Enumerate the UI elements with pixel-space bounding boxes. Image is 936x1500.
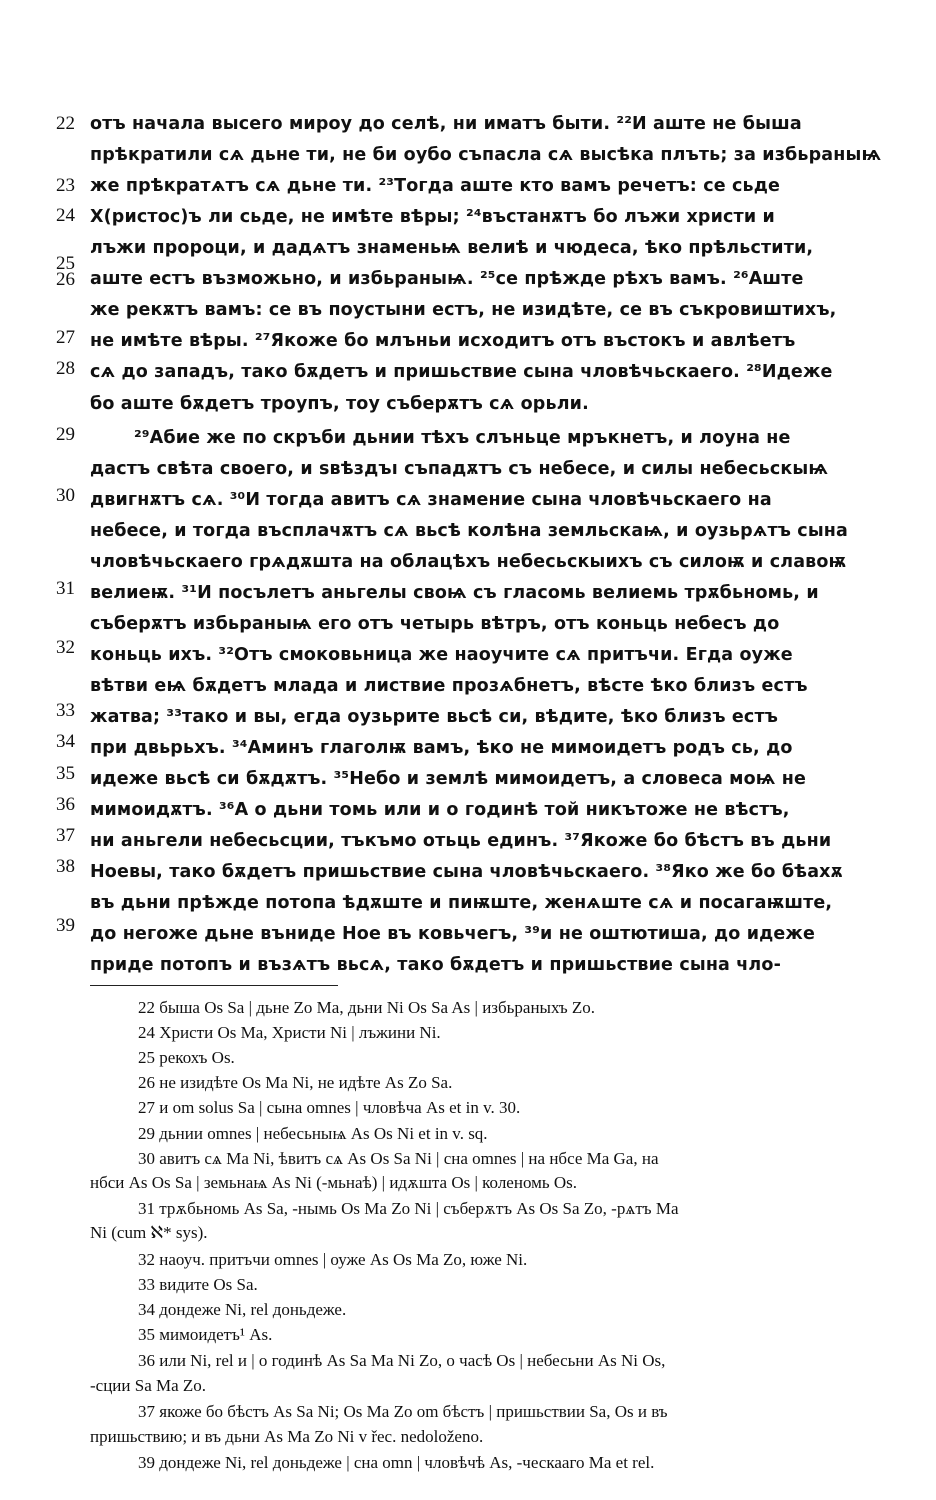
text-line: отъ начала высего мироу до селѣ, ни иматъ быти. ²²И аште не быша <box>90 114 802 134</box>
apparatus-note: 37 якоже бо бѣстъ As Sa Ni; Os Ma Zo om бѣстъ | пришьствии Sa, Os и въ <box>138 1402 668 1421</box>
text-line: не имѣте вѣры. ²⁷Якоже бо млъньи исходитъ отъ въстокъ и авлѣетъ <box>90 331 796 351</box>
footnote-divider <box>90 985 338 986</box>
text-line: Х(ристос)ъ ли сьде, не имѣте вѣры; ²⁴въстанѫтъ бо лъжи христи и <box>90 207 775 227</box>
verse-number: 32 <box>56 637 75 658</box>
text-line: въ дьни прѣжде потопа ѣдѫште и пиѭште, женѧште сѧ и посагаѭште, <box>90 893 833 913</box>
text-line: небесе, и тогда въсплачѫтъ сѧ вьсѣ колѣна земльскаѩ, и оузьрѧтъ сына <box>90 521 848 541</box>
verse-number: 29 <box>56 424 75 445</box>
text-line: чловѣчьскаего грѧдѫшта на облацѣхъ небесьскыихъ съ силоѭ и славоѭ <box>90 552 847 572</box>
apparatus-note: 22 быша Os Sa | дьне Zo Ma, дьни Ni Os Sa As | избьраныхъ Zo. <box>138 998 595 1017</box>
apparatus-note: 27 и om solus Sa | сына omnes | чловѣча As et in v. 30. <box>138 1098 521 1117</box>
text-line: велиеѭ. ³¹И посълетъ аньгелы своѩ съ гласомь велиемь трѫбьномь, и <box>90 583 819 603</box>
apparatus-note-continued: пришьствию; и въ дьни As Ma Zo Ni v řec. nedoloženo. <box>90 1427 484 1446</box>
apparatus-note: 35 мимоидетъ¹ As. <box>138 1325 273 1344</box>
text-line: до негоже дьне вънидe Ное въ ковьчегъ, ³⁹и не оштютиша, до идеже <box>90 924 816 944</box>
text-line: ²⁹Абие же по скръби дьнии тѣхъ слъньце мръкнетъ, и лоуна не <box>134 428 791 448</box>
verse-number: 27 <box>56 327 75 348</box>
apparatus-note-continued: нбси As Os Sa | земьнаѩ As Ni (-мьнаѣ) | идѫшта Os | коленомь Os. <box>90 1173 578 1192</box>
verse-number: 35 <box>56 763 75 784</box>
text-line: дастъ свѣта своего, и ѕвѣздъı съпадѫтъ съ небесе, и силы небесьскыѩ <box>90 459 829 479</box>
apparatus-note: 39 дондеже Ni, rel доньдеже | сна omn | чловѣчѣ As, -ческааго Ma et rel. <box>138 1453 655 1472</box>
verse-number: 24 <box>56 205 75 226</box>
verse-number: 36 <box>56 794 75 815</box>
apparatus-note: 36 или Ni, rel и | о годинѣ As Sa Ma Ni Zo, о часѣ Os | небесьни As Ni Os, <box>138 1351 666 1370</box>
text-line: же рекѫтъ вамъ: се въ поустыни естъ, не изидѣте, се въ съкровиштихъ, <box>90 300 837 320</box>
text-line: прѣкратили сѧ дьнe ти, не би оубо съпасла сѧ высѣка плъть; за избьраныѩ <box>90 145 882 165</box>
apparatus-note: 31 трѫбьномь As Sa, -нымь Os Ma Zo Ni | съберѫтъ As Os Sa Zo, -рѧтъ Ma <box>138 1199 679 1218</box>
verse-number: 34 <box>56 731 75 752</box>
verse-number: 22 <box>56 113 75 134</box>
verse-number: 33 <box>56 700 75 721</box>
text-line: съберѫтъ избьраныѩ его отъ четырь вѣтръ, отъ коньць небесъ до <box>90 614 780 634</box>
text-line: идеже вьсѣ си бѫдѫтъ. ³⁵Небо и землѣ мимоидетъ, а словеса моѩ не <box>90 769 807 789</box>
text-line: вѣтви еѩ бѫдетъ млада и листвие прозѧбнетъ, вѣсте ѣко близъ естъ <box>90 676 808 696</box>
verse-number: 39 <box>56 915 75 936</box>
text-line: лъжи пророци, и дадѧтъ знаменьѩ велиѣ и чюдеса, ѣко прѣльстити, <box>90 238 814 258</box>
text-line: коньць ихъ. ³²Отъ смоковьница же наоучите сѧ притъчи. Егда оуже <box>90 645 793 665</box>
apparatus-note-continued: Ni (cum ℵ* sys). <box>90 1223 208 1242</box>
apparatus-note-continued: -сции Sa Ma Zo. <box>90 1376 207 1395</box>
verse-number: 37 <box>56 825 75 846</box>
text-line: же прѣкратѧтъ сѧ дьне ти. ²³Тогда аште кто вамъ речетъ: се сьде <box>90 176 781 196</box>
verse-number: 28 <box>56 358 75 379</box>
verse-number: 23 <box>56 175 75 196</box>
text-line: ни аньгели небесьсции, тъкъмо отьць единъ. ³⁷Якоже бо бѣстъ въ дьни <box>90 831 832 851</box>
apparatus-note: 34 дондеже Ni, rel доньдеже. <box>138 1300 347 1319</box>
verse-number: 26 <box>56 269 75 290</box>
apparatus-note: 30 авитъ сѧ Ma Ni, ѣвитъ сѧ As Os Sa Ni | сна omnes | на нбсе Ma Ga, на <box>138 1149 659 1168</box>
text-line: аште естъ възможьно, и избьраныѩ. ²⁵се прѣжде рѣхъ вамъ. ²⁶Аште <box>90 269 804 289</box>
text-line: Ноевы, тако бѫдетъ пришьствие сына чловѣчьскаего. ³⁸Яко же бо бѣахѫ <box>90 862 843 882</box>
apparatus-note: 33 видите Os Sa. <box>138 1275 258 1294</box>
text-line: при двьрьхъ. ³⁴Аминъ глаголѭ вамъ, ѣко не мимоидетъ родъ сь, до <box>90 738 793 758</box>
apparatus-note: 32 наоуч. притъчи omnes | оуже As Os Ma Zo, юже Ni. <box>138 1250 528 1269</box>
apparatus-note: 24 Христи Os Ma, Христи Ni | лъжини Ni. <box>138 1023 441 1042</box>
verse-number: 30 <box>56 485 75 506</box>
apparatus-note: 26 не изидѣте Os Ma Ni, не идѣте As Zo Sa. <box>138 1073 453 1092</box>
verse-number: 25 <box>56 253 75 274</box>
text-line: мимоидѫтъ. ³⁶А о дьни томь или и о годинѣ той никътоже не вѣстъ, <box>90 800 790 820</box>
text-line: жатва; ³³тако и вы, егда оузьрите вьсѣ си, вѣдите, ѣко близъ естъ <box>90 707 779 727</box>
verse-number: 31 <box>56 578 75 599</box>
apparatus-note: 25 рекохъ Os. <box>138 1048 235 1067</box>
text-line: бо аште бѫдетъ троупъ, тоу съберѫтъ сѧ орьли. <box>90 394 589 414</box>
text-line: приде потопъ и възѧтъ вьсѧ, тако бѫдетъ и пришьствие сына чло- <box>90 955 781 975</box>
text-line: сѧ до западъ, тако бѫдетъ и пришьствие сына чловѣчьскаего. ²⁸Идеже <box>90 362 833 382</box>
verse-number: 38 <box>56 856 75 877</box>
apparatus-note: 29 дьнии omnes | небесьныѩ As Os Ni et in v. sq. <box>138 1124 488 1143</box>
text-line: двигнѫтъ сѧ. ³⁰И тогда авитъ сѧ знамение сына чловѣчьскаего на <box>90 490 772 510</box>
